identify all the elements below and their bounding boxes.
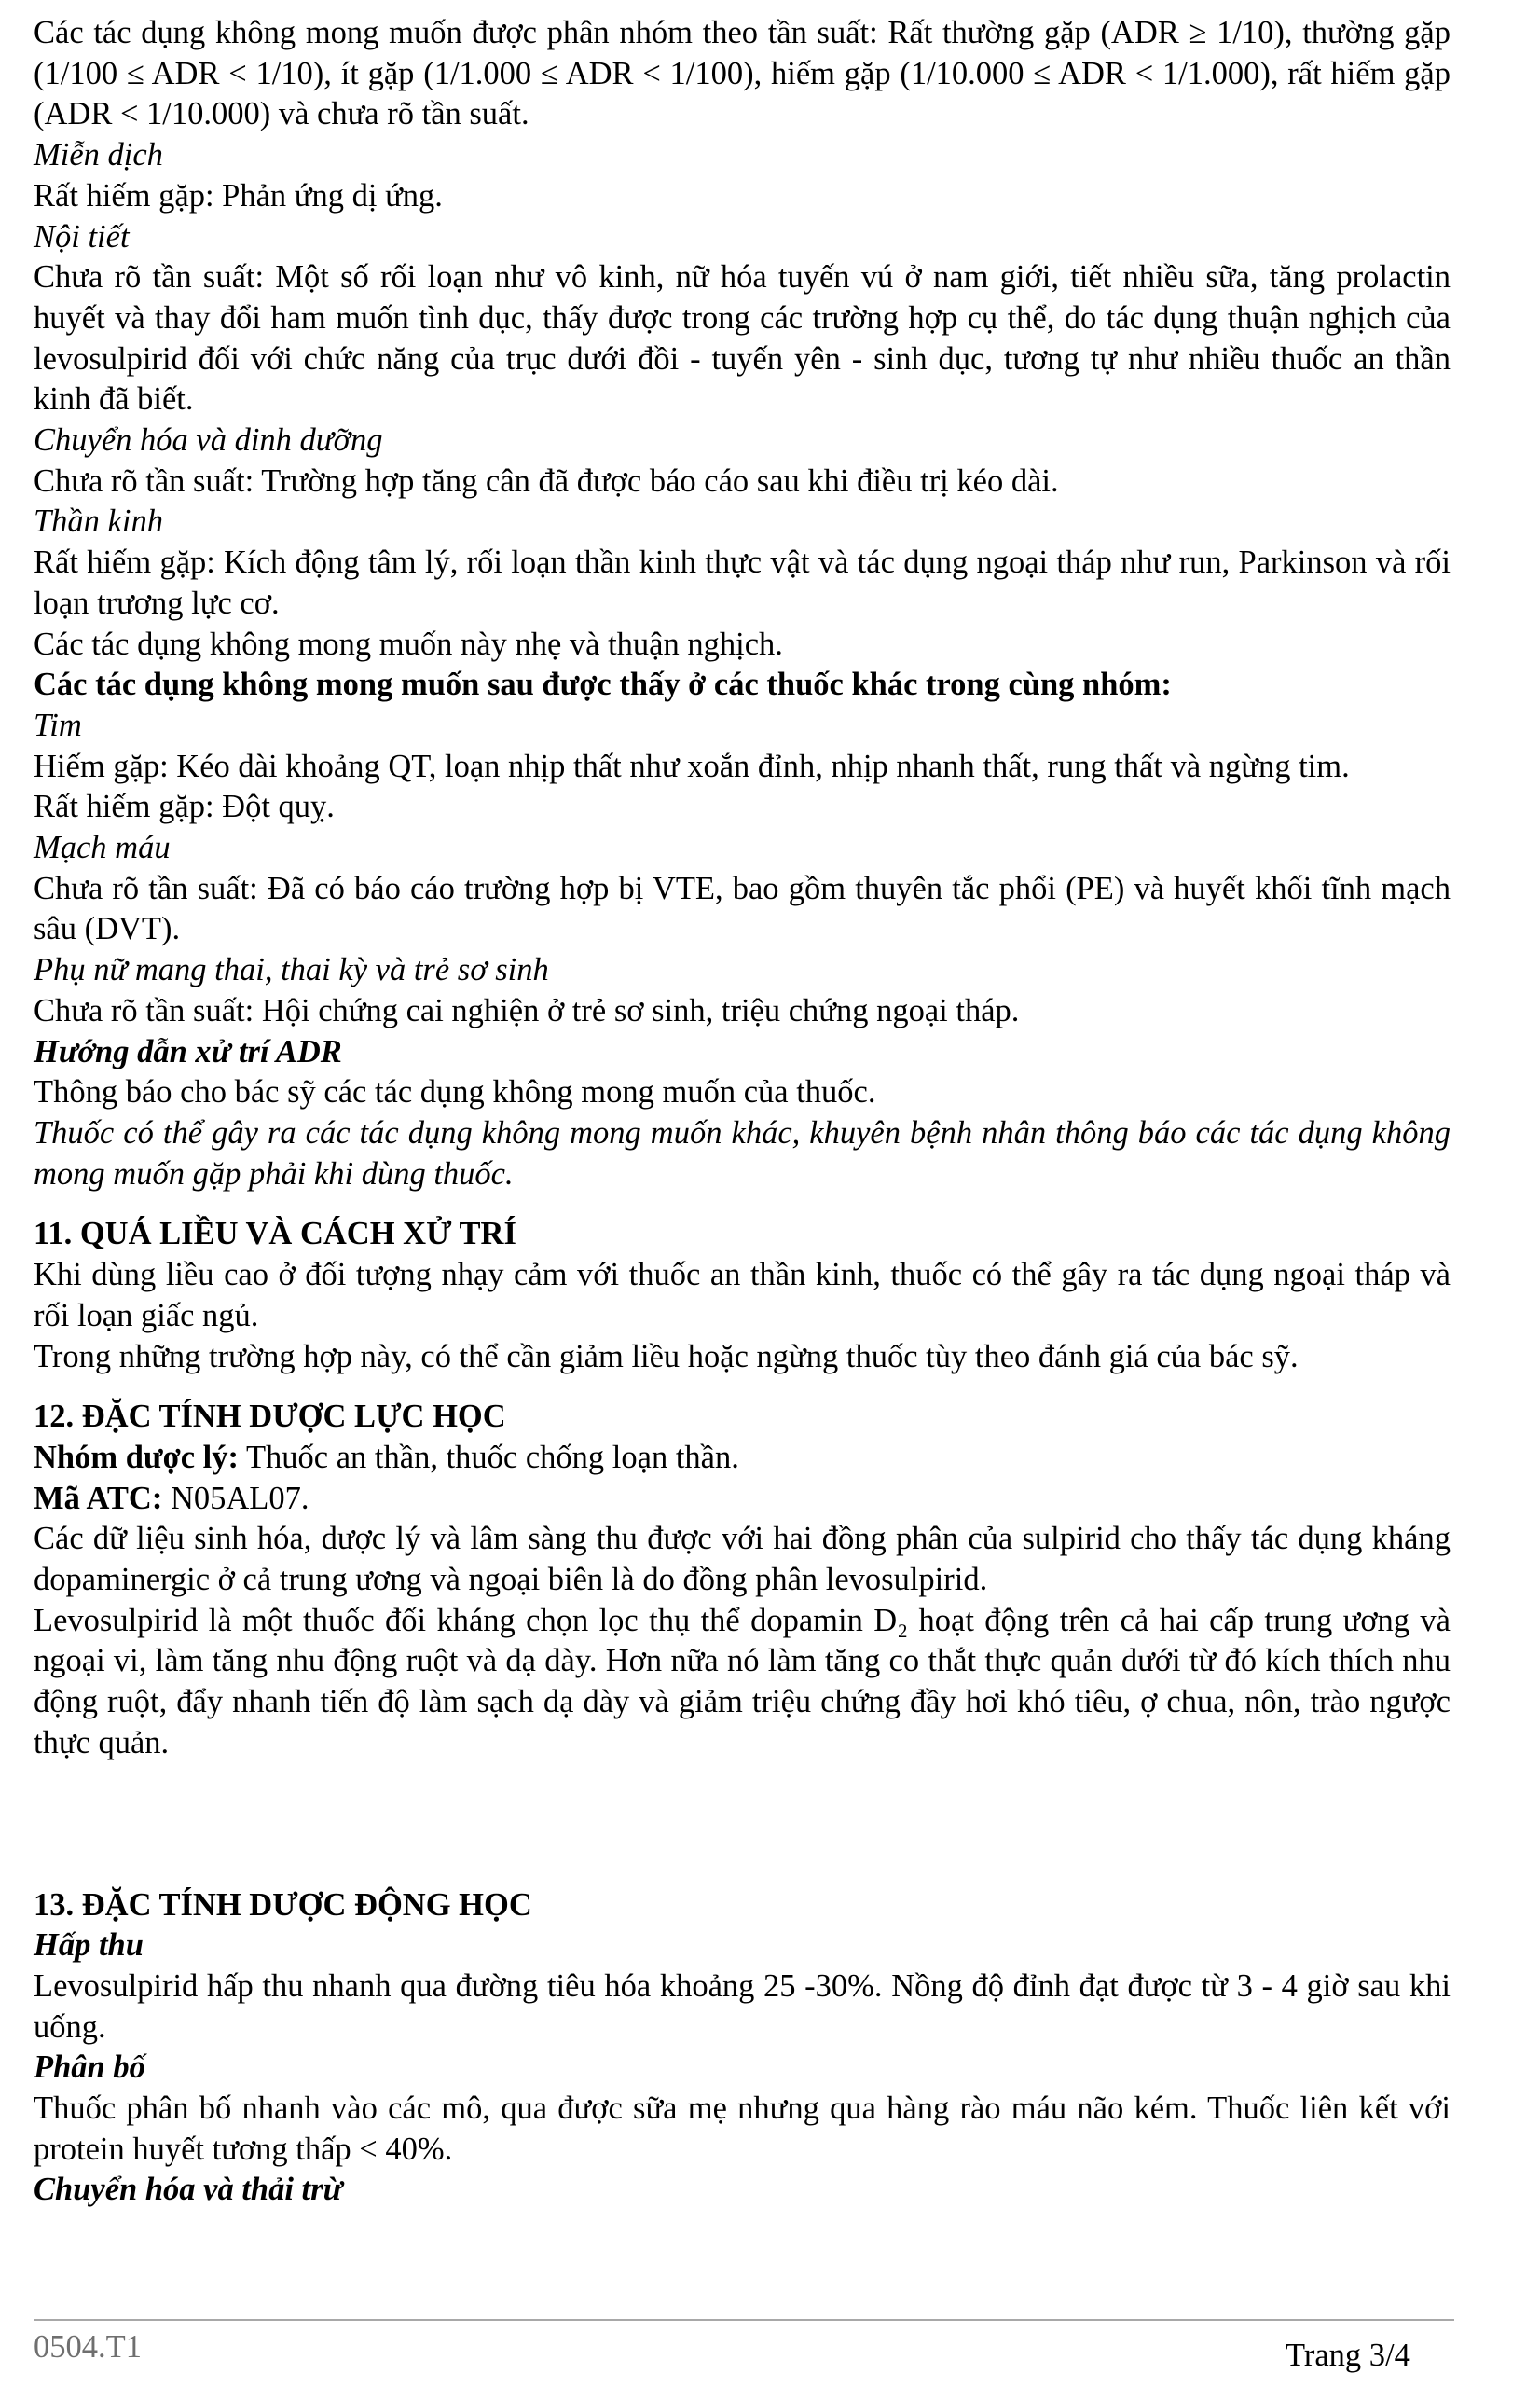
subheading: Thần kinh [34,504,163,540]
body-paragraph: Chưa rõ tần suất: Trường hợp tăng cân đã được báo cáo sau khi điều trị kéo dài. [34,462,1059,499]
body-paragraph: Thuốc phân bố nhanh vào các mô, qua được sữa mẹ nhưng qua hàng rào máu não kém. Thuốc liên kết với protein huyết tương thấp < 40%. [34,2090,1451,2167]
subheading: Chuyển hóa và thải trừ [34,2172,343,2208]
body-paragraph: Rất hiếm gặp: Kích động tâm lý, rối loạn thần kinh thực vật và tác dụng ngoại tháp như run, Parkinson và rối loạn trương lực cơ. [34,545,1451,621]
line-label: Nhóm dược lý: [34,1439,239,1475]
section-heading: 12. ĐẶC TÍNH DƯỢC LỰC HỌC [34,1399,506,1435]
body-paragraph: Chưa rõ tần suất: Hội chứng cai nghiện ở trẻ sơ sinh, triệu chứng ngoại tháp. [34,992,1020,1028]
bold-note: Các tác dụng không mong muốn sau được thấy ở các thuốc khác trong cùng nhóm: [34,667,1172,703]
body-paragraph: Hiếm gặp: Kéo dài khoảng QT, loạn nhịp thất như xoắn đỉnh, nhịp nhanh thất, rung thất và ngừng tim. [34,748,1350,784]
subheading: Chuyển hóa và dinh dưỡng [34,422,383,459]
subheading: Mạch máu [34,830,171,866]
subheading: Hấp thu [34,1927,144,1964]
subheading: Phân bố [34,2049,145,2086]
body-paragraph: Levosulpirid là một thuốc đối kháng chọn lọc thụ thể dopamin D₂ hoạt động trên cả hai cấp trung ương và ngoại vi, làm tăng nhu động ruột và dạ dày. Hơn nữa nó làm tăng co thắt thực quản dưới từ đó kích thích nhu động ruột, đẩy nhanh tiến độ làm sạch dạ dày và giảm triệu chứng đầy hơi khó tiêu, ợ chua, nôn, trào ngược thực quản. [34,1602,1451,1760]
line-label: Mã ATC: [34,1480,163,1516]
subheading: Hướng dẫn xử trí ADR [34,1033,342,1069]
body-paragraph: Chưa rõ tần suất: Đã có báo cáo trường hợp bị VTE, bao gồm thuyên tắc phổi (PE) và huyết khối tĩnh mạch sâu (DVT). [34,870,1451,947]
line-value: Thuốc an thần, thuốc chống loạn thần. [238,1439,739,1475]
body-paragraph: Các dữ liệu sinh hóa, dược lý và lâm sàng thu được với hai đồng phân của sulpirid cho thấy tác dụng kháng dopaminergic ở cả trung ương và ngoại biên là do đồng phân levosulpirid. [34,1521,1451,1598]
line-value: N05AL07. [162,1480,309,1516]
body-paragraph: Các tác dụng không mong muốn được phân nhóm theo tần suất: Rất thường gặp (ADR ≥ 1/10), thường gặp (1/100 ≤ ADR < 1/10), ít gặp (1/1.000 ≤ ADR < 1/100), hiếm gặp (1/10.000 ≤ ADR < 1/1.000), rất hiếm gặp (ADR < 1/10.000) và chưa rõ tần suất. [34,15,1451,132]
document-body [34,13,1451,2211]
subheading: Thuốc có thể gây ra các tác dụng không mong muốn khác, khuyên bệnh nhân thông báo các tác dụng không mong muốn gặp phải khi dùng thuốc. [34,1114,1451,1192]
subheading: Phụ nữ mang thai, thai kỳ và trẻ sơ sinh [34,952,549,988]
section-heading: 13. ĐẶC TÍNH DƯỢC ĐỘNG HỌC [34,1886,532,1923]
page-number: Trang 3/4 [1286,2338,1410,2373]
body-paragraph: Rất hiếm gặp: Đột quỵ. [34,789,335,825]
body-paragraph: Rất hiếm gặp: Phản ứng dị ứng. [34,177,443,214]
body-paragraph: Levosulpirid hấp thu nhanh qua đường tiêu hóa khoảng 25 -30%. Nồng độ đỉnh đạt được từ 3 - 4 giờ sau khi uống. [34,1967,1451,2045]
labeled-line [34,1479,1451,1520]
body-paragraph: Các tác dụng không mong muốn này nhẹ và thuận nghịch. [34,626,783,662]
body-paragraph: Trong những trường hợp này, có thể cần giảm liều hoặc ngừng thuốc tùy theo đánh giá của bác sỹ. [34,1338,1299,1374]
body-paragraph: Khi dùng liều cao ở đối tượng nhạy cảm với thuốc an thần kinh, thuốc có thể gây ra tác dụng ngoại tháp và rối loạn giấc ngủ. [34,1257,1451,1333]
section-heading: 11. QUÁ LIỀU VÀ CÁCH XỬ TRÍ [34,1216,516,1252]
subheading: Miễn dịch [34,137,163,173]
footer-divider [34,2319,1454,2321]
document-code: 0504.T1 [34,2329,142,2365]
body-paragraph: Thông báo cho bác sỹ các tác dụng không mong muốn của thuốc. [34,1074,876,1111]
subheading: Tim [34,707,82,743]
body-paragraph: Chưa rõ tần suất: Một số rối loạn như vô kinh, nữ hóa tuyến vú ở nam giới, tiết nhiều sữa, tăng prolactin huyết và thay đổi ham muốn tình dục, thấy được trong các trường hợp cụ thể, do tác dụng thuận nghịch của levosulpirid đối với chức năng của trục dưới đồi - tuyến yên - sinh dục, tương tự như nhiều thuốc an thần kinh đã biết. [34,259,1451,418]
labeled-line [34,1438,1451,1479]
subheading: Nội tiết [34,218,130,255]
